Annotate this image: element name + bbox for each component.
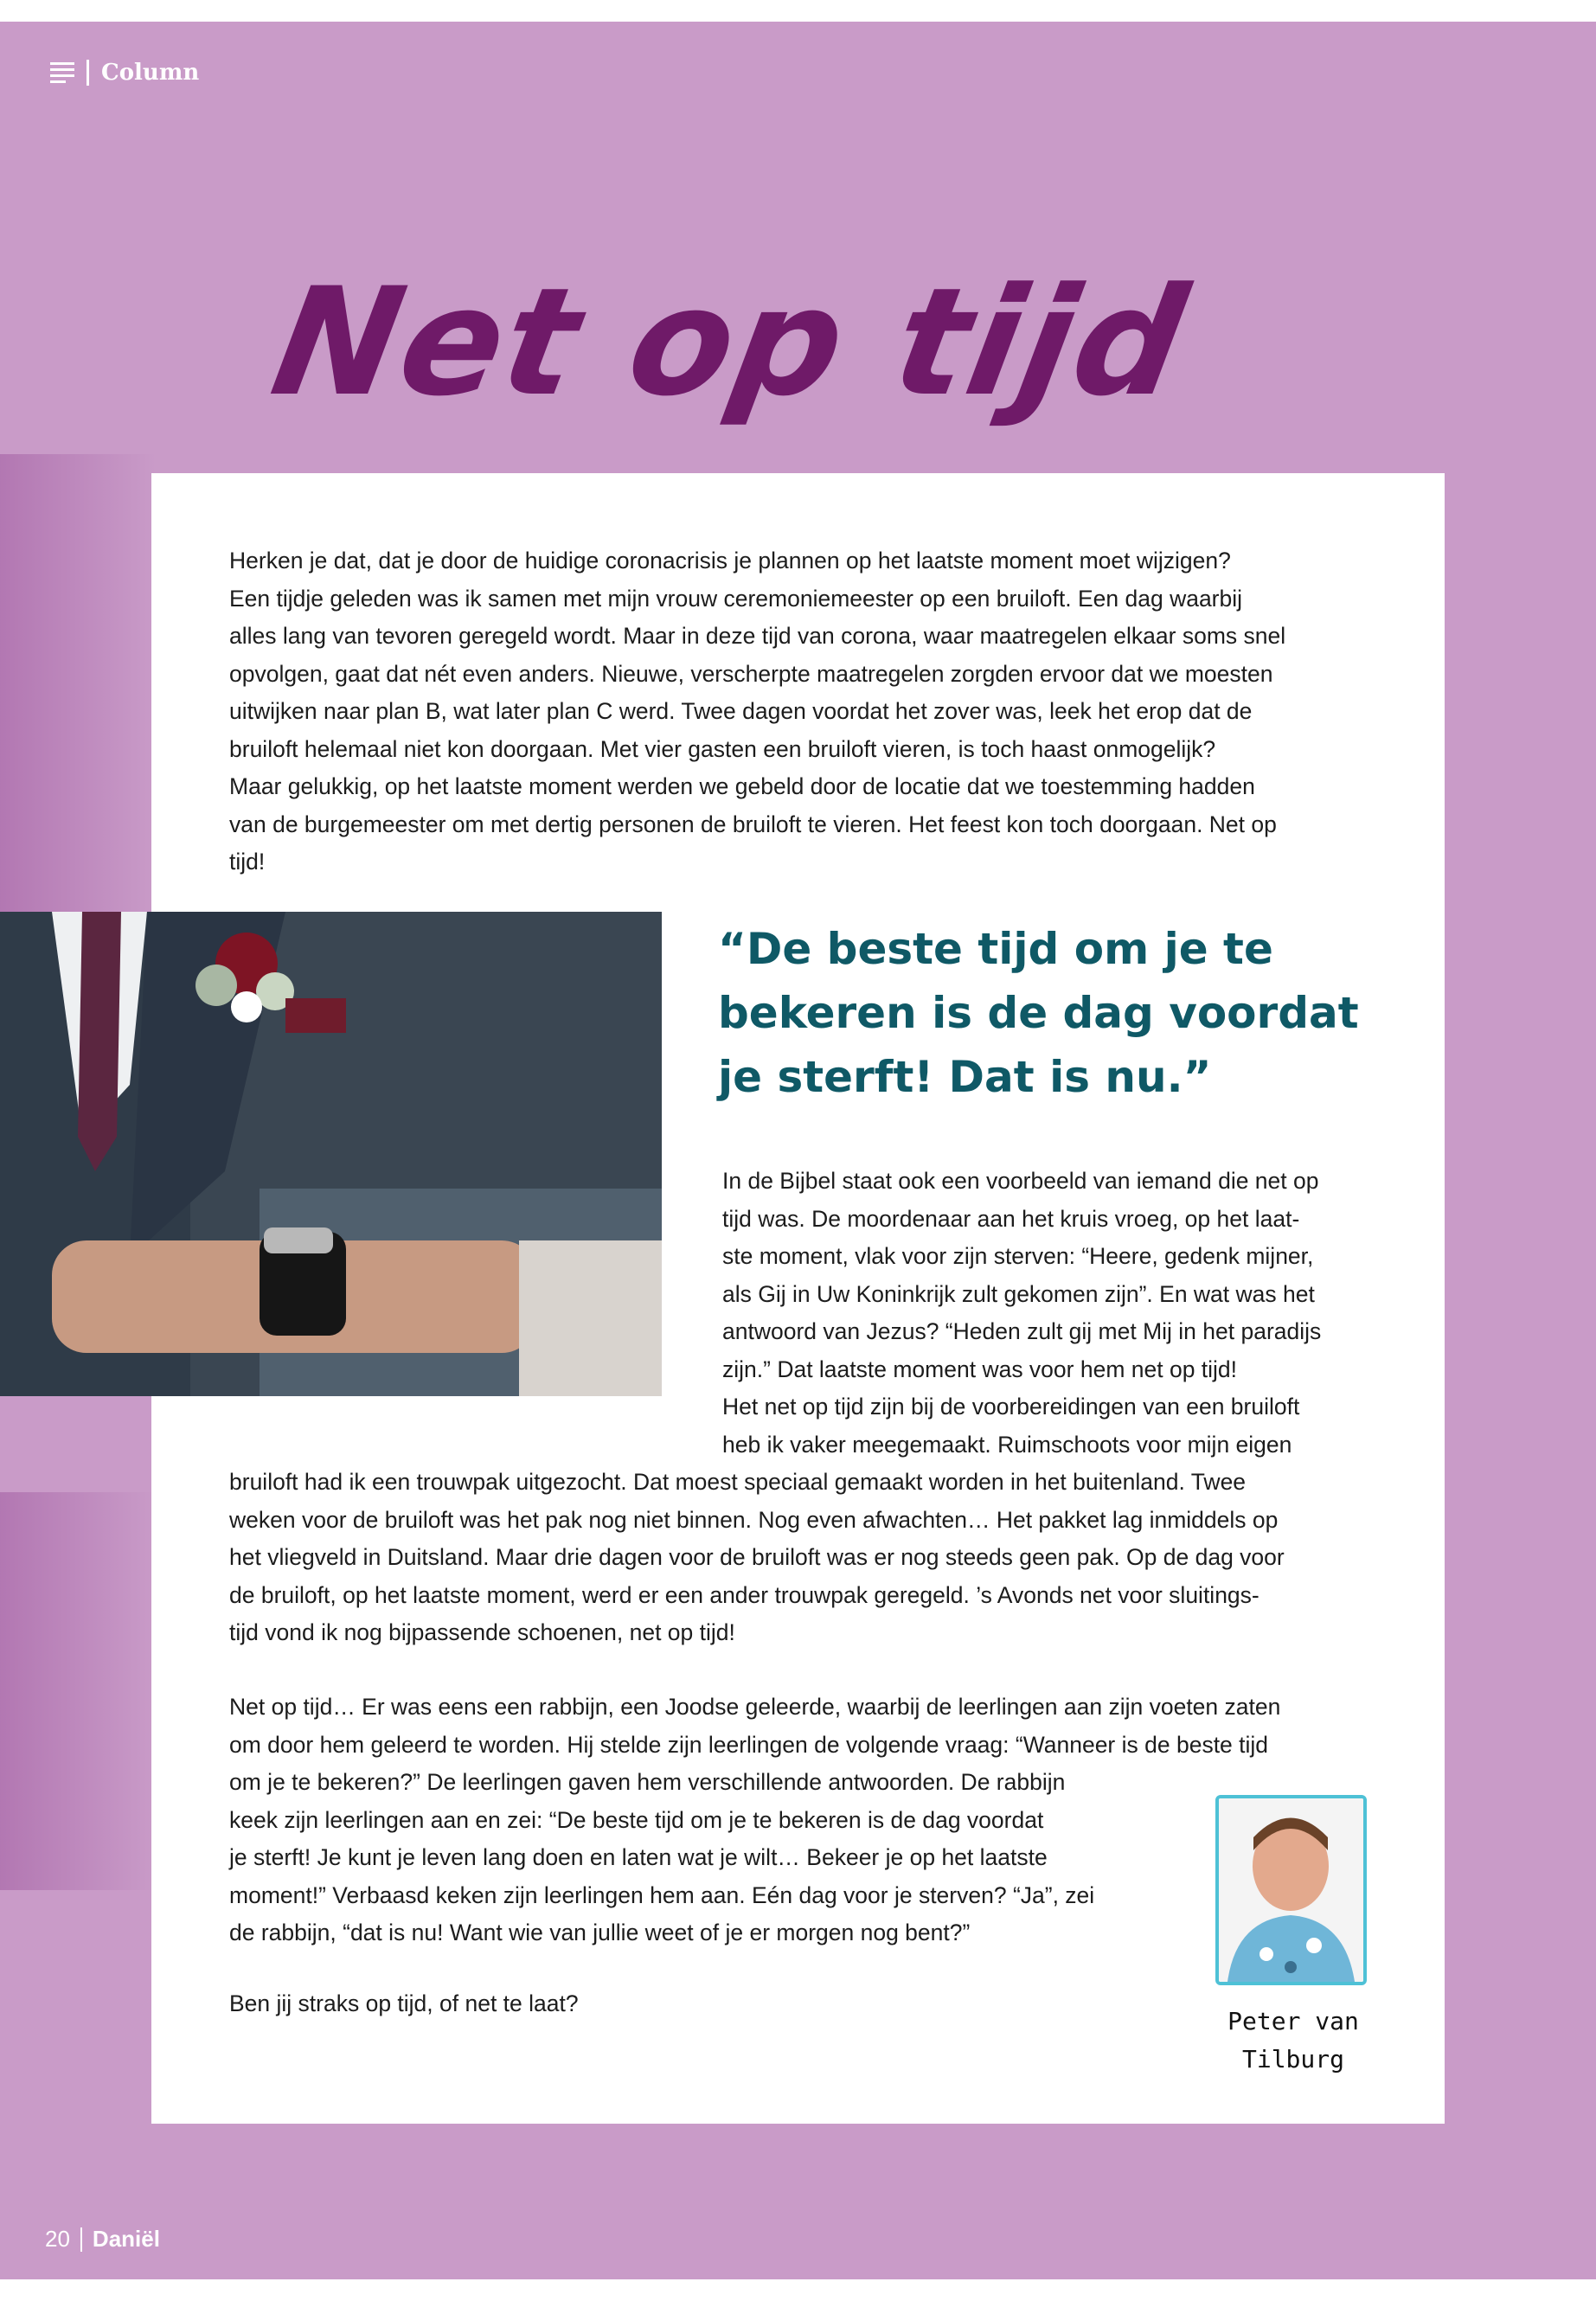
- rabbi-line: je sterft! Je kunt je leven lang doen en laten wat je wilt… Bekeer je op het laatste: [229, 1844, 1048, 1870]
- rabbi-line: om door hem geleerd te worden. Hij stelde zijn leerlingen de volgende vraag: “Wanneer is de beste tijd: [229, 1731, 1269, 1758]
- intro-line: opvolgen, gaat dat nét even anders. Nieuwe, verscherpte maatregelen zorgden ervoor dat we moesten: [229, 660, 1273, 687]
- intro-line: alles lang van tevoren geregeld wordt. Maar in deze tijd van corona, waar maatregelen elkaar soms snel: [229, 623, 1286, 649]
- bible-paragraph: [722, 1163, 1414, 1464]
- intro-line: Een tijdje geleden was ik samen met mijn vrouw ceremoniemeester op een bruiloft. Een dag waarbij: [229, 585, 1243, 612]
- title-text: Net op tijd: [260, 255, 1200, 429]
- header-divider: [87, 60, 89, 86]
- suit-line: weken voor de bruiloft was het pak nog niet binnen. Nog even afwachten… Het pakket lag inmiddels op: [229, 1506, 1279, 1533]
- author-name: [1202, 2003, 1384, 2079]
- footer-divider: [80, 2227, 82, 2252]
- rabbi-line: om je te bekeren?” De leerlingen gaven hem verschillende antwoorden. De rabbijn: [229, 1769, 1066, 1795]
- pull-quote-line: “De beste tijd om je te: [718, 924, 1273, 974]
- section-label: Column: [101, 60, 200, 86]
- suit-line: de bruiloft, op het laatste moment, werd er een ander trouwpak geregeld. ’s Avonds net voor sluitings-: [229, 1581, 1259, 1608]
- bible-line: zijn.” Dat laatste moment was voor hem net op tijd!: [722, 1356, 1238, 1382]
- bible-line: ste moment, vlak voor zijn sterven: “Heere, gedenk mijner,: [722, 1243, 1314, 1269]
- magazine-page: [0, 22, 1596, 2279]
- suit-line: het vliegveld in Duitsland. Maar drie dagen voor de bruiloft was er nog steeds geen pak. Op de dag voor: [229, 1544, 1285, 1570]
- bible-line: antwoord van Jezus? “Heden zult gij met Mij in het paradijs: [722, 1318, 1322, 1344]
- intro-line: Herken je dat, dat je door de huidige coronacrisis je plannen op het laatste moment moet wijzigen?: [229, 548, 1231, 574]
- pull-quote: [709, 917, 1384, 1109]
- bible-line: tijd was. De moordenaar aan het kruis vroeg, op het laat-: [722, 1205, 1300, 1232]
- intro-paragraph: [229, 542, 1423, 881]
- author-portrait: [1215, 1795, 1367, 1985]
- rabbi-line: keek zijn leerlingen aan en zei: “De beste tijd om je te bekeren is de dag voordat: [229, 1806, 1044, 1833]
- suit-paragraph: [229, 1464, 1423, 1652]
- page-footer: [45, 2226, 160, 2253]
- author-name-line: Peter van: [1227, 2007, 1359, 2035]
- page-number: 20: [45, 2226, 70, 2252]
- bible-line: In de Bijbel staat ook een voorbeeld van iemand die net op: [722, 1168, 1319, 1194]
- rabbi-line: moment!” Verbaasd keken zijn leerlingen hem aan. Eén dag voor je sterven? “Ja”, zei: [229, 1881, 1095, 1908]
- suit-line: bruiloft had ik een trouwpak uitgezocht. Dat moest speciaal gemaakt worden in het buitenland. Twee: [229, 1469, 1247, 1495]
- watercolor-wash-bottom: [0, 1492, 156, 1890]
- pull-quote-line: je sterft! Dat is nu.”: [718, 1052, 1212, 1102]
- suit-line: tijd vond ik nog bijpassende schoenen, net op tijd!: [229, 1619, 735, 1645]
- bible-line: Het net op tijd zijn bij de voorbereidingen van een bruiloft: [722, 1394, 1300, 1420]
- rabbi-line: Net op tijd… Er was eens een rabbijn, een Joodse geleerde, waarbij de leerlingen aan zijn voeten zaten: [229, 1694, 1281, 1720]
- intro-line: tijd!: [229, 849, 266, 875]
- bible-line: als Gij in Uw Koninkrijk zult gekomen zijn”. En wat was het: [722, 1280, 1315, 1307]
- text-lines-icon: [50, 61, 74, 84]
- magazine-name: Daniël: [92, 2226, 160, 2252]
- closing-question: Ben jij straks op tijd, of net te laat?: [229, 1990, 579, 2016]
- intro-line: uitwijken naar plan B, wat later plan C werd. Twee dagen voordat het zover was, leek het erop dat de: [229, 698, 1253, 724]
- article-title: [260, 242, 1211, 467]
- intro-line: bruiloft helemaal niet kon doorgaan. Met vier gasten een bruiloft vieren, is toch haast onmogelijk?: [229, 735, 1216, 762]
- groom-suit-photo: [0, 912, 662, 1396]
- author-name-line: Tilburg: [1241, 2045, 1344, 2073]
- intro-line: van de burgemeester om met dertig personen de bruiloft te vieren. Het feest kon toch doorgaan. Net op: [229, 811, 1277, 837]
- pull-quote-line: bekeren is de dag voordat: [718, 988, 1359, 1038]
- bible-line: heb ik vaker meegemaakt. Ruimschoots voor mijn eigen: [722, 1431, 1292, 1458]
- rabbi-line: de rabbijn, “dat is nu! Want wie van jullie weet of je er morgen nog bent?”: [229, 1920, 971, 1945]
- intro-line: Maar gelukkig, op het laatste moment werden we gebeld door de locatie dat we toestemming hadden: [229, 773, 1255, 799]
- section-header: [50, 60, 199, 86]
